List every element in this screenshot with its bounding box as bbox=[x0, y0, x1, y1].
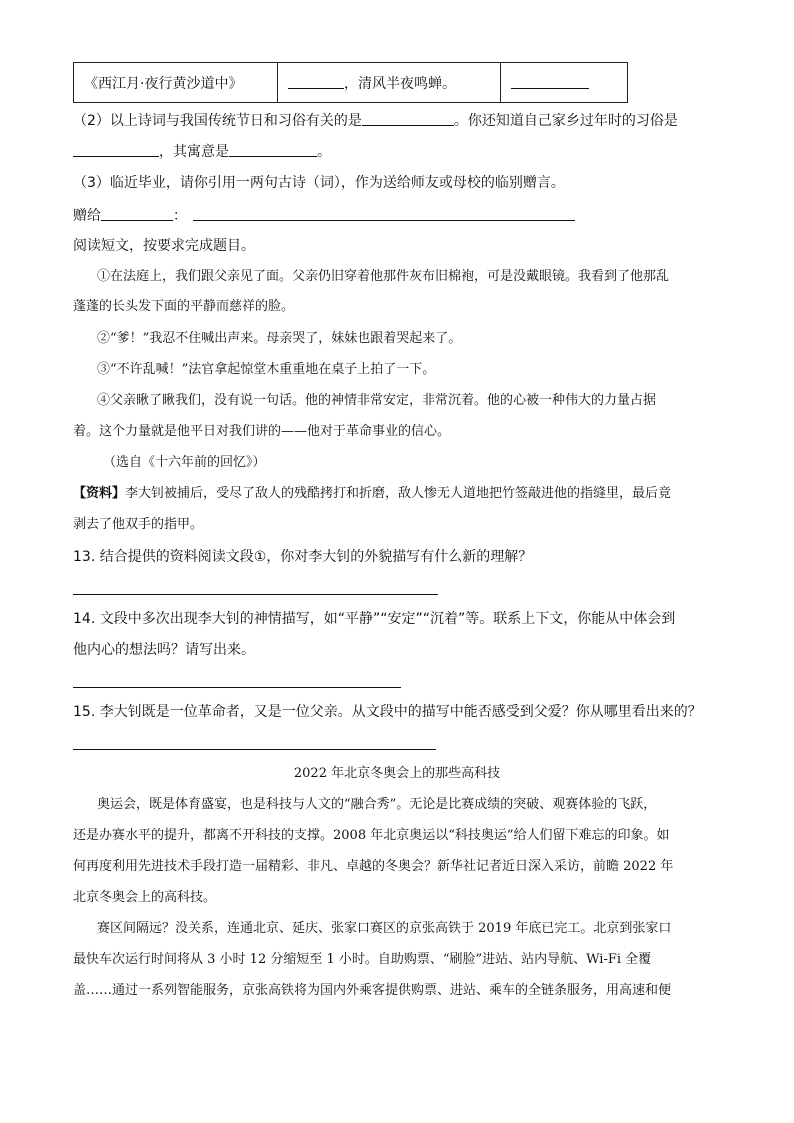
q2-part4: 。 bbox=[317, 144, 331, 160]
q13-text: 13. 结合提供的资料阅读文段①，你对李大钊的外貌描写有什么新的理解？ bbox=[73, 549, 533, 565]
q15-answer-line[interactable] bbox=[73, 749, 436, 750]
reading-instruction: 阅读短文，按要求完成题目。 bbox=[73, 238, 255, 254]
poem-line-text: ，清风半夜鸣蝉。 bbox=[344, 75, 456, 92]
article-title: 2022 年北京冬奥会上的那些高科技 bbox=[293, 766, 501, 781]
material-text-1: 李大钊被捕后，受尽了敌人的残酷拷打和折磨，敌人惨无人道地把竹签敲进他的指缝里，最后竟 bbox=[125, 486, 672, 501]
poem-title-cell bbox=[74, 63, 278, 103]
poem-line-cell bbox=[278, 63, 501, 103]
q3-blank-message[interactable] bbox=[193, 205, 575, 221]
q2-blank-meaning[interactable] bbox=[229, 141, 317, 157]
article-p2-line1: 赛区间隔远？没关系，连通北京、延庆、张家口赛区的京张高铁于 2019 年底已完工。北京到张家口 bbox=[97, 921, 672, 936]
q2-part3: ，其寓意是 bbox=[159, 144, 229, 160]
q13-answer-line[interactable] bbox=[73, 594, 438, 595]
q3-gift-label: 赠给 bbox=[73, 208, 101, 224]
poem-blank-2[interactable] bbox=[511, 73, 589, 89]
reading-p1-line1: ①在法庭上，我们跟父亲见了面。父亲仍旧穿着他那件灰布旧棉袍，可是没戴眼镜。我看到了他那乱 bbox=[97, 269, 670, 284]
poem-answer-cell bbox=[501, 63, 628, 103]
q2-part1: （2）以上诗词与我国传统节日和习俗有关的是 bbox=[73, 113, 362, 129]
q3-gift-line bbox=[73, 205, 575, 226]
poem-title: 《西江月·夜行黄沙道中》 bbox=[84, 75, 243, 92]
poem-table bbox=[73, 62, 628, 103]
q15-text: 15. 李大钊既是一位革命者，又是一位父亲。从文段中的描写中能否感受到父爱？你从哪里看出来的？ bbox=[73, 704, 702, 720]
material-line1 bbox=[73, 484, 671, 504]
q2-line1 bbox=[73, 110, 678, 131]
q3-text: （3）临近毕业，请你引用一两句古诗（词），作为送给师友或母校的临别赠言。 bbox=[73, 175, 565, 191]
q14-answer-line[interactable] bbox=[73, 687, 401, 688]
q2-line2 bbox=[73, 141, 331, 162]
reading-source: （选自《十六年前的回忆》） bbox=[103, 455, 266, 470]
article-p2-line2: 最快车次运行时间将从 3 小时 12 分缩短至 1 小时。自助购票、“刷脸”进站、站内导航、Wi-Fi 全覆 bbox=[73, 952, 652, 967]
q2-blank-custom[interactable] bbox=[73, 141, 159, 157]
article-p1-line4: 北京冬奥会上的高科技。 bbox=[73, 890, 217, 905]
q2-part2: 。你还知道自己家乡过年时的习俗是 bbox=[453, 113, 678, 129]
reading-p1-line2: 蓬蓬的长头发下面的平静而慈祥的脸。 bbox=[73, 299, 295, 314]
article-p2-line3: 盖……通过一系列智能服务，京张高铁将为国内外乘客提供购票、进站、乘车的全链条服务，用高速和便 bbox=[73, 983, 672, 998]
article-p1-line2: 还是办赛水平的提升，都离不开科技的支撑。2008 年北京奥运以“科技奥运”给人们留下难忘的印象。如 bbox=[73, 828, 670, 843]
reading-p4-line2: 着。这个力量就是他平日对我们讲的——他对于革命事业的信心。 bbox=[73, 424, 451, 439]
reading-p3: ③“不许乱喊！”法官拿起惊堂木重重地在桌子上拍了一下。 bbox=[97, 362, 436, 377]
reading-p4-line1: ④父亲瞅了瞅我们，没有说一句话。他的神情非常安定，非常沉着。他的心被一种伟大的力量占据 bbox=[97, 393, 657, 408]
poem-blank-1[interactable] bbox=[288, 73, 344, 89]
article-p1-line1: 奥运会，既是体育盛宴，也是科技与人文的“融合秀”。无论是比赛成绩的突破、观赛体验的飞跃， bbox=[97, 797, 657, 812]
q14-line1: 14. 文段中多次出现李大钊的神情描写，如“平静”“安定”“沉着”等。联系上下文，你能从中体会到 bbox=[73, 611, 676, 627]
q3-blank-recipient[interactable] bbox=[101, 205, 173, 221]
material-line2: 剥去了他双手的指甲。 bbox=[73, 517, 204, 532]
q14-line2: 他内心的想法吗？请写出来。 bbox=[73, 642, 255, 658]
reading-p2: ②“爹！”我忍不住喊出声来。母亲哭了，妹妹也跟着哭起来了。 bbox=[97, 331, 462, 346]
article-p1-line3: 何再度利用先进技术手段打造一届精彩、非凡、卓越的冬奥会？新华社记者近日深入采访，前瞻 2022 年 bbox=[73, 859, 674, 874]
q3-colon: ： bbox=[173, 208, 187, 224]
q2-blank-festival[interactable] bbox=[362, 110, 454, 126]
material-label: 【资料】 bbox=[73, 486, 126, 501]
